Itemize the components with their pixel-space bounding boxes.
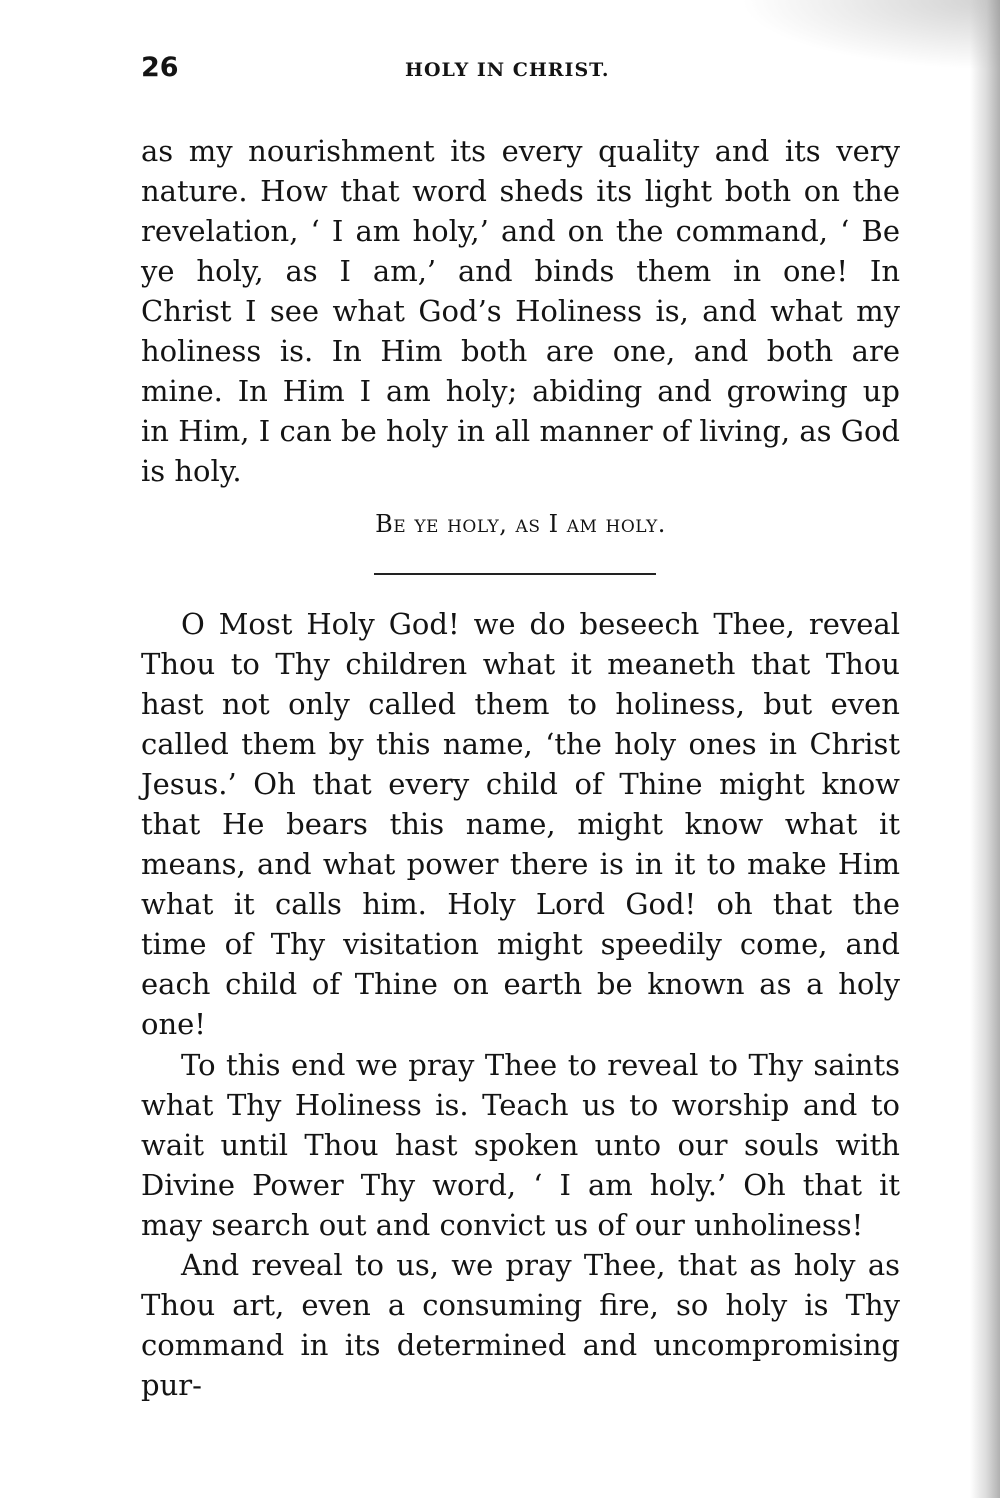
text-line: ye holy, as I am,’ and binds them in one! In (141, 254, 900, 288)
prayer-paragraph-2 (141, 1045, 900, 1245)
text-line: hast not only called them to holiness, but even (141, 687, 900, 721)
scan-edge-shadow (970, 0, 1000, 1498)
prayer-paragraph-1 (141, 604, 900, 1044)
text-line: what Thy Holiness is. Teach us to worship and to (141, 1088, 900, 1122)
text-line: Jesus.’ Oh that every child of Thine might know (141, 767, 900, 801)
page-header (141, 52, 900, 92)
running-title: HOLY IN CHRIST. (405, 59, 610, 81)
section-heading: Be ye holy, as I am holy. (375, 510, 666, 538)
text-line: may search out and convict us of our unholiness! (141, 1208, 864, 1242)
text-line: Thou to Thy children what it meaneth that Thou (141, 647, 900, 681)
text-line: as my nourishment its every quality and its very (141, 134, 900, 168)
text-line: means, and what power there is in it to make Him (141, 847, 900, 881)
divider-rule (374, 573, 656, 575)
text-line: called them by this name, ‘the holy ones in Christ (141, 727, 900, 761)
text-line: nature. How that word sheds its light both on the (141, 174, 900, 208)
text-line: Thou art, even a consuming fire, so holy is Thy (141, 1288, 900, 1322)
text-line: each child of Thine on earth be known as a holy (141, 967, 900, 1001)
text-line: O Most Holy God! we do beseech Thee, reveal (181, 607, 900, 641)
text-line: wait until Thou hast spoken unto our souls with (141, 1128, 900, 1162)
text-line: is holy. (141, 454, 242, 488)
text-line: mine. In Him I am holy; abiding and growing up (141, 374, 900, 408)
text-line: Divine Power Thy word, ‘ I am holy.’ Oh that it (141, 1168, 900, 1202)
text-line: that He bears this name, might know what it (141, 807, 900, 841)
prayer-paragraph-3 (141, 1245, 900, 1405)
text-line: To this end we pray Thee to reveal to Thy saints (181, 1048, 900, 1082)
paragraph-continued (141, 131, 900, 491)
text-line: And reveal to us, we pray Thee, that as holy as (181, 1248, 900, 1282)
text-line: time of Thy visitation might speedily come, and (141, 927, 900, 961)
page-number: 26 (141, 52, 179, 83)
text-line: in Him, I can be holy in all manner of living, as God (141, 414, 900, 448)
text-line: Christ I see what God’s Holiness is, and what my (141, 294, 900, 328)
text-line: what it calls him. Holy Lord God! oh that the (141, 887, 900, 921)
text-line: command in its determined and uncompromising pur- (141, 1328, 900, 1402)
text-line: revelation, ‘ I am holy,’ and on the command, ‘ Be (141, 214, 900, 248)
text-line: one! (141, 1007, 206, 1041)
text-line: holiness is. In Him both are one, and both are (141, 334, 900, 368)
